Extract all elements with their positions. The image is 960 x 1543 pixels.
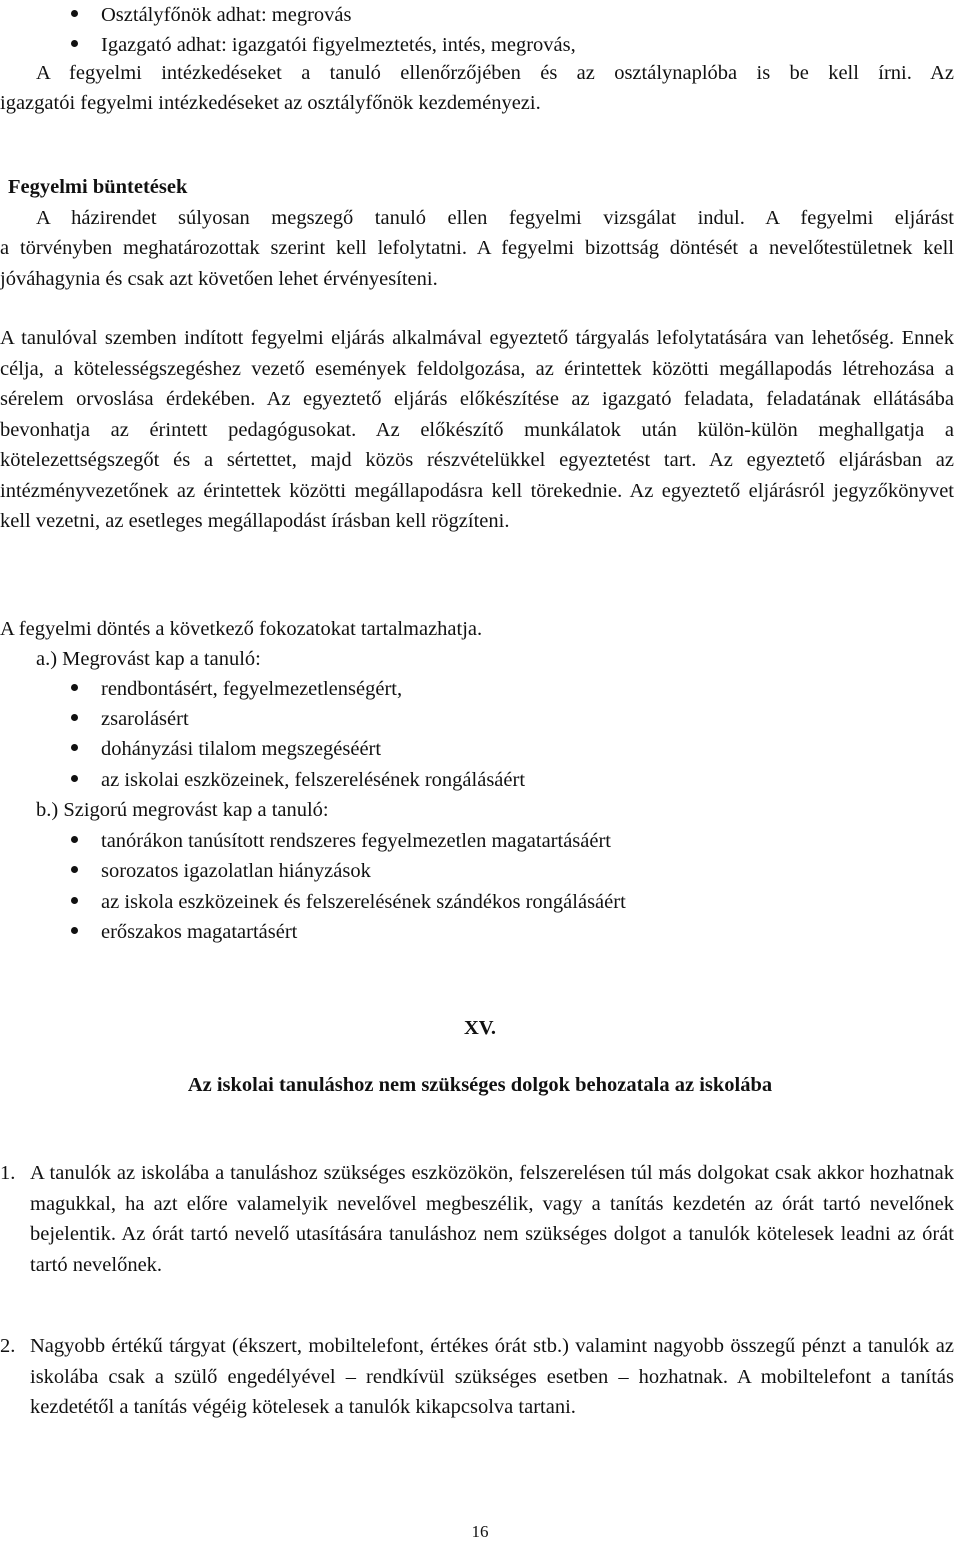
bullet-icon <box>71 775 78 782</box>
bullet-item <box>68 887 948 918</box>
paragraph: a törvényben meghatározottak szerint kell lefolytatni. A fegyelmi bizottság döntését a nevelőtestületnek kell jóváhagynia és csak azt követően lehet érvényesíteni. <box>0 237 954 290</box>
numbered-item <box>0 1331 954 1423</box>
numbered-item <box>0 1158 954 1280</box>
section-heading: Fegyelmi büntetések <box>8 176 188 198</box>
bullet-icon <box>71 927 78 934</box>
note-line-2: igazgatói fegyelmi intézkedéseket az osztályfőnök kezdeményezi. <box>0 92 541 114</box>
bullet-text: Igazgató adhat: igazgatói figyelmeztetés, intés, megrovás, <box>101 34 576 56</box>
bullet-text: dohányzási tilalom megszegéséért <box>101 738 382 760</box>
bullet-item <box>68 734 948 765</box>
bullet-item <box>68 30 948 61</box>
item-number: 1. <box>0 1162 16 1184</box>
bullet-item <box>68 917 948 948</box>
bullet-icon <box>71 744 78 751</box>
bullet-text: tanórákon tanúsított rendszeres fegyelmezetlen magatartásáért <box>101 830 611 852</box>
paragraph: A fegyelmi döntés a következő fokozatokat tartalmazhatja. <box>0 618 483 640</box>
bullet-icon <box>71 897 78 904</box>
bullet-item <box>68 0 948 31</box>
bullet-text: Osztályfőnök adhat: megrovás <box>101 4 352 26</box>
item-text: Nagyobb értékű tárgyat (ékszert, mobiltelefont, értékes órát stb.) valamint nagyobb összegű pénzt a tanulók az iskolába csak a szülő engedélyével – rendkívül szükséges esetben – hozhatnak. A mobiltelefont a tanítás kezdetétől a tanítás végéig kötelesek a tanulók kikapcsolva tartani. <box>30 1335 954 1418</box>
paragraph: A tanulóval szemben indított fegyelmi eljárás alkalmával egyeztető tárgyalás lefolytatására van lehetőség. Ennek célja, a kötelességszegéshez vezető események feldolgozása, az érintettek közötti megállapodás létrehozása a sérelem orvoslása érdekében. Az egyeztető eljárás előkészítése az igazgató feladata, feladatának ellátásába bevonhatja az érintett pedagógusokat. Az előkészítő munkálatok után külön-külön meghallgatja a kötelezettségszegőt és a sértettet, majd közös részvételükkel egyeztetést tart. Az egyeztető eljárásban az intézményvezetőnek az érintettek közötti megállapodásra kell törekednie. Az egyeztető eljárásról jegyzőkönyvet kell vezetni, az esetleges megállapodást írásban kell rögzíteni. <box>0 327 954 532</box>
item-text: A tanulók az iskolába a tanuláshoz szükséges eszközökön, felszerelésen túl más dolgokat csak akkor hozhatnak magukkal, ha azt előre valamelyik nevelővel megbeszélik, vagy a tanítás kezdetén az órát tartó nevelőnek bejelentik. Az órát tartó nevelő utasítására tanuláshoz nem szükséges dolgot a tanulók kötelesek leadni az órát tartó nevelőnek. <box>30 1162 954 1276</box>
bullet-item <box>68 674 948 705</box>
page-number: 16 <box>471 1522 489 1541</box>
note-line-1: A fegyelmi intézkedéseket a tanuló ellenőrzőjében és az osztálynaplóba is be kell írni. Az <box>36 62 954 84</box>
bullet-item <box>68 856 948 887</box>
bullet-icon <box>71 40 78 47</box>
bullet-text: sorozatos igazolatlan hiányzások <box>101 860 371 882</box>
bullet-text: rendbontásért, fegyelmezetlenségért, <box>101 678 403 700</box>
bullet-icon <box>71 714 78 721</box>
bullet-icon <box>71 684 78 691</box>
bullet-text: zsarolásért <box>101 708 189 730</box>
bullet-icon <box>71 836 78 843</box>
bullet-text: erőszakos magatartásért <box>101 921 298 943</box>
bullet-icon <box>71 10 78 17</box>
bullet-item <box>68 826 948 857</box>
bullet-item <box>68 704 948 735</box>
group-b-label: b.) Szigorú megrovást kap a tanuló: <box>36 799 329 821</box>
bullet-text: az iskolai eszközeinek, felszerelésének rongálásáért <box>101 769 526 791</box>
bullet-icon <box>71 866 78 873</box>
item-number: 2. <box>0 1335 16 1357</box>
paragraph-first-line: A házirendet súlyosan megszegő tanuló ellen fegyelmi vizsgálat indul. A fegyelmi eljárást <box>36 207 954 229</box>
chapter-title: Az iskolai tanuláshoz nem szükséges dolgok behozatala az iskolába <box>187 1074 773 1096</box>
bullet-item <box>68 765 948 796</box>
group-a-label: a.) Megrovást kap a tanuló: <box>36 648 261 670</box>
chapter-number: XV. <box>463 1017 497 1039</box>
bullet-text: az iskola eszközeinek és felszerelésének szándékos rongálásáért <box>101 891 626 913</box>
